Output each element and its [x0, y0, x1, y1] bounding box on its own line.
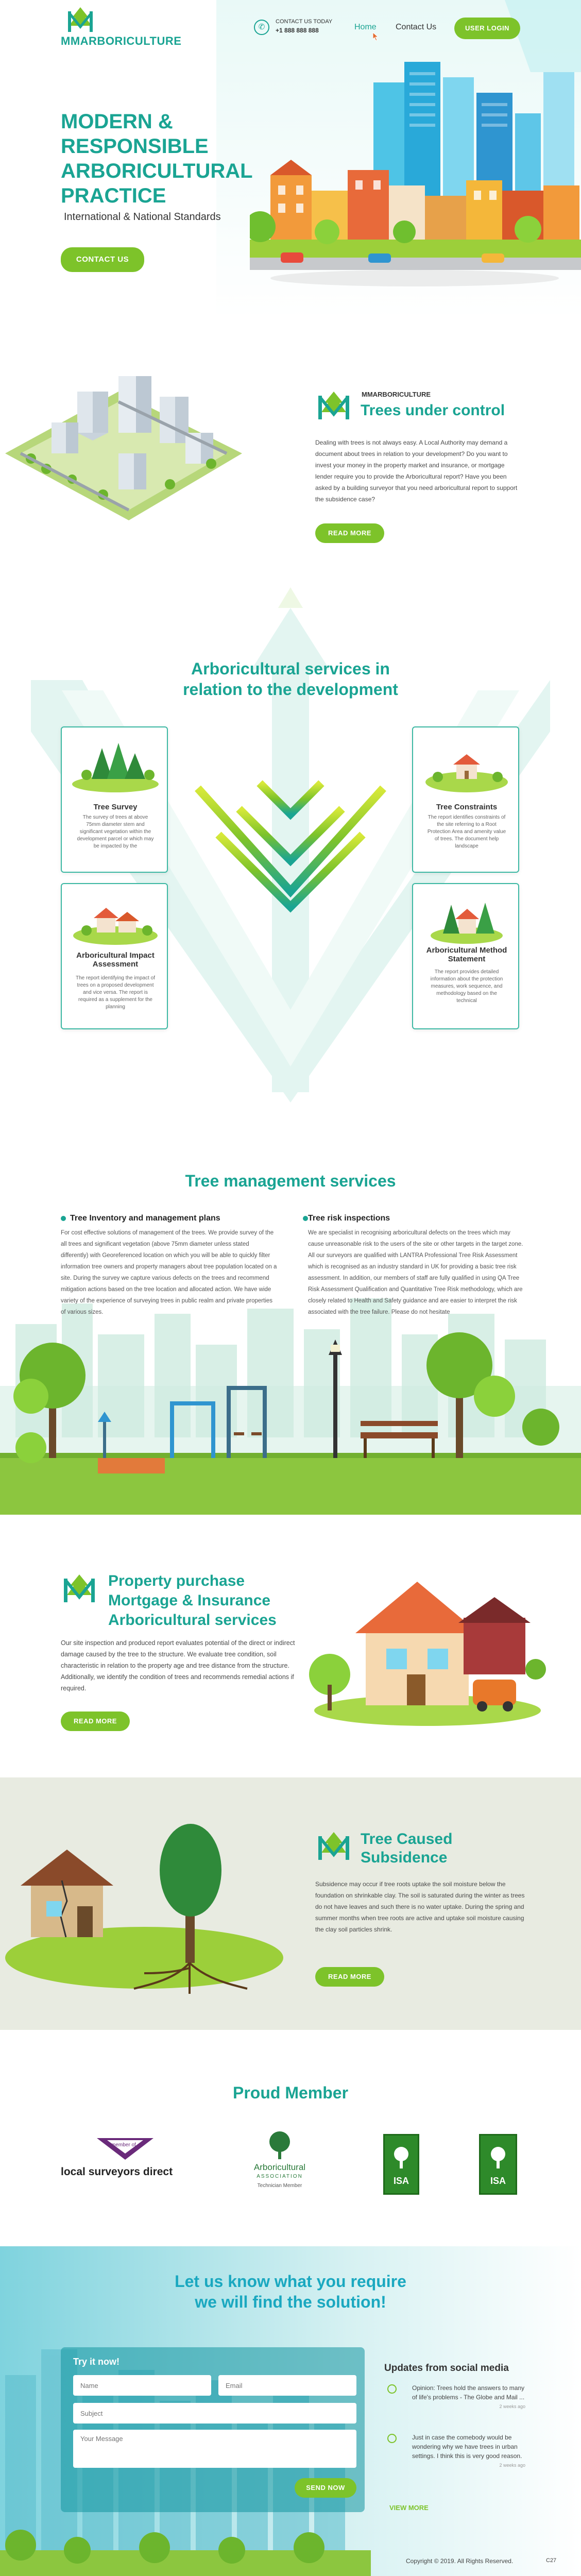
trees-read-more-button[interactable]: READ MORE [315, 523, 384, 543]
service-card-desc: The survey of trees at above 75mm diameter stem and significant vegetation within the development parcel or which may be impacted by the [77, 815, 154, 849]
bullet-icon [303, 1216, 308, 1221]
subsidence-title-line2: Subsidence [361, 1849, 448, 1866]
rics-main-text: local surveyors direct [61, 2166, 173, 2178]
service-card-title: Arboricultural Impact Assessment [76, 951, 155, 969]
social-item-time: 2 weeks ago [499, 2404, 525, 2409]
subsidence-section [0, 1777, 581, 2030]
arboricultural-association-logo[interactable] [241, 2130, 318, 2197]
social-item[interactable] [412, 2433, 525, 2470]
social-item-time: 2 weeks ago [499, 2463, 525, 2468]
hero-contact-button[interactable]: CONTACT US [61, 247, 144, 272]
hero-title: MODERN & RESPONSIBLE ARBORICULTURAL PRACTICE [61, 110, 252, 207]
subject-input[interactable] [73, 2403, 356, 2424]
services-logo-icon [182, 747, 399, 933]
service-card-desc: The report identifying the impact of trees on a proposed development and vice versa. The report is required as a supplement for the planning [76, 975, 155, 1010]
service-card-impact-assessment[interactable] [61, 883, 168, 1029]
bullet-icon [61, 1216, 66, 1221]
logo[interactable] [61, 6, 195, 47]
social-item-text: Opinion: Trees hold the answers to many of life's problems - The Globe and Mail ... [412, 2384, 525, 2401]
logo-text: MMARBORICULTURE [61, 35, 182, 47]
property-title-line3: Arboricultural services [108, 1612, 277, 1629]
aa-line1: Arboricultural [253, 2162, 306, 2172]
method-statement-illustration [422, 889, 511, 946]
section-logo-mark-icon [315, 389, 352, 421]
hero-subtitle: International & National Standards [64, 211, 221, 223]
subsidence-body: Subsidence may occur if tree roots uptake the soil moisture below the foundation on shrinkable clay. The soil is saturated during the winter as trees do not have leaves and such there is no water uptake. During the spring and summer months when tree roots are active and uptake soil moisture causing the clay soil particles shrink. [315, 1880, 525, 1933]
copyright-text: Copyright © 2019. All Rights Reserved. [406, 2557, 514, 2565]
contact-form-title: Try it now! [73, 2357, 119, 2367]
isometric-city-illustration [0, 361, 247, 536]
proud-member-section [0, 2030, 581, 2246]
logo-mark-icon [65, 6, 96, 33]
social-item-text: Just in case the comebody would be wondering why we have trees in urban settings. I think this is very good reason. [412, 2434, 522, 2460]
service-card-desc: The report identifies constraints of the site referring to a Root Protection Area and amenity value of trees. The document help landscape [427, 815, 506, 849]
rics-small-text: member of [111, 2142, 136, 2148]
tree-risk-body: We are specialist in recognising arboricultural defects on the trees which may cause unreasonable risk to the users of the site or other targets in the target zone. All our surveyors are qualified with LANTRA Professional Tree Risk Assessment which is recognised as an industry standard in UK for providing a basic tree risk assessment. In addition, our members of staff are fully qualified in using QA Tree Risk Assessment Qualification and Quantitative Tree Risk methodology, which are closely related to Health and Safety guidance and are easier to interpret the risk associated with the tree failure. Please do not hesitate [308, 1230, 523, 1315]
user-login-button[interactable]: USER LOGIN [454, 18, 520, 39]
social-item-icon [387, 2434, 397, 2443]
proud-member-title: Proud Member [232, 2083, 349, 2102]
view-more-link[interactable]: VIEW MORE [389, 2504, 429, 2512]
isa-tree-icon [392, 2146, 411, 2170]
aa-line3: Technician Member [257, 2183, 302, 2189]
contact-section [0, 2246, 581, 2576]
property-title [108, 1571, 277, 1630]
hero-city-illustration [250, 62, 581, 289]
contact-title [0, 2271, 581, 2312]
trees-under-control-section [0, 319, 581, 577]
tree-survey-illustration [71, 738, 160, 794]
oak-tree-icon [267, 2130, 293, 2161]
tree-constraints-illustration [422, 738, 511, 794]
subsidence-read-more-button[interactable]: READ MORE [315, 1967, 384, 1987]
rics-logo[interactable] [61, 2133, 190, 2190]
trees-section-brand: MMARBORICULTURE [362, 391, 431, 398]
services-title [0, 658, 581, 700]
services-title-line2: relation to the development [183, 680, 398, 699]
tree-inventory-title: Tree Inventory and management plans [70, 1214, 220, 1223]
tree-inventory-body: For cost effective solutions of management of the trees. We provide survey of the all trees and significant vegetation (above 75mm diameter unless stated differently) with Georeferenced location on which you will be able to quickly filter information tree owners and property managers about tree population located on a site. During the survey we capture various defects on the trees and recommend mitigation actions based on the tree location and allocated action. We have wide variety of the experience of surveying trees in public realm and private properties of various sizes. [61, 1230, 277, 1315]
house-illustration [309, 1566, 546, 1731]
tree-management-title: Tree management services [185, 1172, 396, 1190]
isa-logo-2[interactable] [479, 2134, 517, 2195]
page-code: C27 [546, 2557, 557, 2564]
services-title-line1: Arboricultural services in [191, 659, 390, 678]
subsidence-illustration [0, 1819, 288, 2004]
contact-title-line2: we will find the solution! [195, 2293, 386, 2311]
cursor-icon [372, 32, 379, 41]
message-textarea[interactable] [73, 2430, 356, 2468]
service-card-title: Tree Survey [93, 803, 138, 811]
property-title-line2: Mortgage & Insurance [108, 1592, 271, 1609]
isa-tree-icon [489, 2146, 507, 2170]
isa-label: ISA [393, 2176, 409, 2186]
aa-line2: ASSOCIATION [257, 2174, 303, 2179]
phone-number[interactable]: +1 888 888 888 [276, 27, 319, 34]
nav-contact-link[interactable]: Contact Us [396, 23, 437, 31]
contact-title-line1: Let us know what you require [175, 2272, 406, 2291]
property-logo-icon [61, 1572, 98, 1604]
property-body: Our site inspection and produced report evaluates potential of the direct or indirect damage caused by the tree to the structure. We evaluate tree condition, soil characteristic in relation to the property age and tree distance from the structure. Additionally, we identify the condition of trees and recommends remedial actions if required. [61, 1639, 295, 1692]
service-card-method-statement[interactable] [412, 883, 519, 1029]
phone-caption: CONTACT US TODAY [276, 19, 333, 25]
tree-risk-title: Tree risk inspections [308, 1214, 390, 1223]
property-title-line1: Property purchase [108, 1572, 245, 1589]
social-title: Updates from social media [384, 2363, 509, 2374]
tree-management-section [0, 1108, 581, 1515]
trees-section-title: Trees under control [361, 402, 505, 419]
isa-logo-1[interactable] [383, 2134, 419, 2195]
subsidence-title [361, 1830, 452, 1867]
subsidence-title-line1: Tree Caused [361, 1831, 453, 1848]
social-item-icon [387, 2384, 397, 2394]
service-card-tree-constraints[interactable] [412, 726, 519, 873]
services-section [0, 577, 581, 1108]
email-input[interactable] [218, 2375, 356, 2396]
contact-form [61, 2347, 365, 2512]
nav-home-link[interactable]: Home [354, 23, 377, 31]
service-card-title: Arboricultural Method Statement [426, 946, 507, 963]
service-card-tree-survey[interactable] [61, 726, 168, 873]
name-input[interactable] [73, 2375, 211, 2396]
trees-section-body: Dealing with trees is not always easy. A Local Authority may demand a document about trees in relation to your development? Do you want to invest your money in the property market and insurance, or mortgage lender require you to provide the Arboricultural report? Have you been asked by a building surveyor that you need arboricultural report to support the subsidence case? [315, 439, 518, 503]
isa-label: ISA [490, 2176, 506, 2186]
send-now-button[interactable]: SEND NOW [295, 2478, 356, 2498]
impact-assessment-illustration [71, 894, 160, 951]
service-card-title: Tree Constraints [436, 803, 498, 811]
property-read-more-button[interactable]: READ MORE [61, 1711, 130, 1731]
subsidence-logo-icon [315, 1830, 352, 1862]
hero-section [0, 0, 581, 319]
phone-icon: ✆ [254, 20, 269, 35]
service-card-desc: The report provides detailed information about the protection measures, work sequence, and methodology based on the technical [430, 969, 503, 1004]
social-item[interactable] [412, 2383, 525, 2411]
property-section [0, 1515, 581, 1777]
